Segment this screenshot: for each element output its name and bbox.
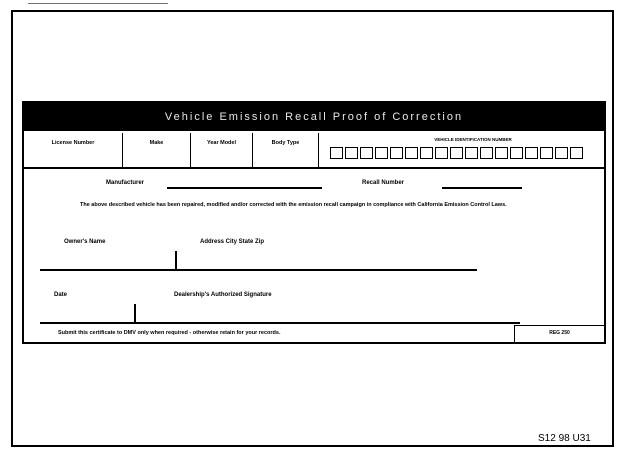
manufacturer-line[interactable] [167, 187, 322, 189]
vin-char-box[interactable] [525, 147, 538, 159]
manufacturer-label: Manufacturer [106, 180, 145, 186]
vin-char-box[interactable] [570, 147, 583, 159]
license-number-field[interactable]: License Number [24, 133, 123, 167]
recall-form [22, 101, 606, 344]
certification-text: The above described vehicle has been repaired, modified and/or corrected with the emission recall campaign in compliance with California Emission Control Laws. [80, 202, 507, 208]
year-model-field[interactable]: Year Model [191, 133, 253, 167]
make-field[interactable]: Make [123, 133, 191, 167]
form-title: Vehicle Emission Recall Proof of Correction [24, 103, 604, 131]
date-signature-line[interactable] [40, 322, 520, 324]
vin-char-box[interactable] [450, 147, 463, 159]
owner-name-label: Owner's Name [64, 239, 106, 245]
footer-instructions: Submit this certificate to DMV only when required - otherwise retain for your records. [58, 330, 281, 336]
body-type-field[interactable]: Body Type [253, 133, 319, 167]
scan-artifact-bottom [400, 446, 520, 447]
vin-char-box[interactable] [510, 147, 523, 159]
form-number: REG 250 [514, 325, 604, 342]
vin-char-box[interactable] [555, 147, 568, 159]
vin-char-box[interactable] [465, 147, 478, 159]
scan-artifact [28, 3, 168, 4]
vin-char-box[interactable] [405, 147, 418, 159]
vin-char-box[interactable] [540, 147, 553, 159]
vin-char-box[interactable] [495, 147, 508, 159]
date-label: Date [54, 292, 68, 298]
vin-char-box[interactable] [435, 147, 448, 159]
vin-input-boxes [330, 147, 585, 159]
address-label: Address City State Zip [200, 239, 265, 245]
vehicle-info-row [24, 133, 604, 169]
vin-char-box[interactable] [375, 147, 388, 159]
vin-char-box[interactable] [360, 147, 373, 159]
vin-label: VEHICLE IDENTIFICATION NUMBER [434, 137, 512, 142]
vin-char-box[interactable] [480, 147, 493, 159]
date-divider [134, 304, 136, 322]
vin-char-box[interactable] [390, 147, 403, 159]
owner-address-line[interactable] [40, 269, 477, 271]
recall-number-line[interactable] [442, 187, 522, 189]
owner-divider [175, 251, 177, 269]
vin-char-box[interactable] [345, 147, 358, 159]
page-code: S12 98 U31 [538, 433, 591, 444]
signature-label: Dealership's Authorized Signature [174, 292, 272, 298]
recall-number-label: Recall Number [362, 180, 405, 186]
vin-char-box[interactable] [330, 147, 343, 159]
vin-char-box[interactable] [420, 147, 433, 159]
